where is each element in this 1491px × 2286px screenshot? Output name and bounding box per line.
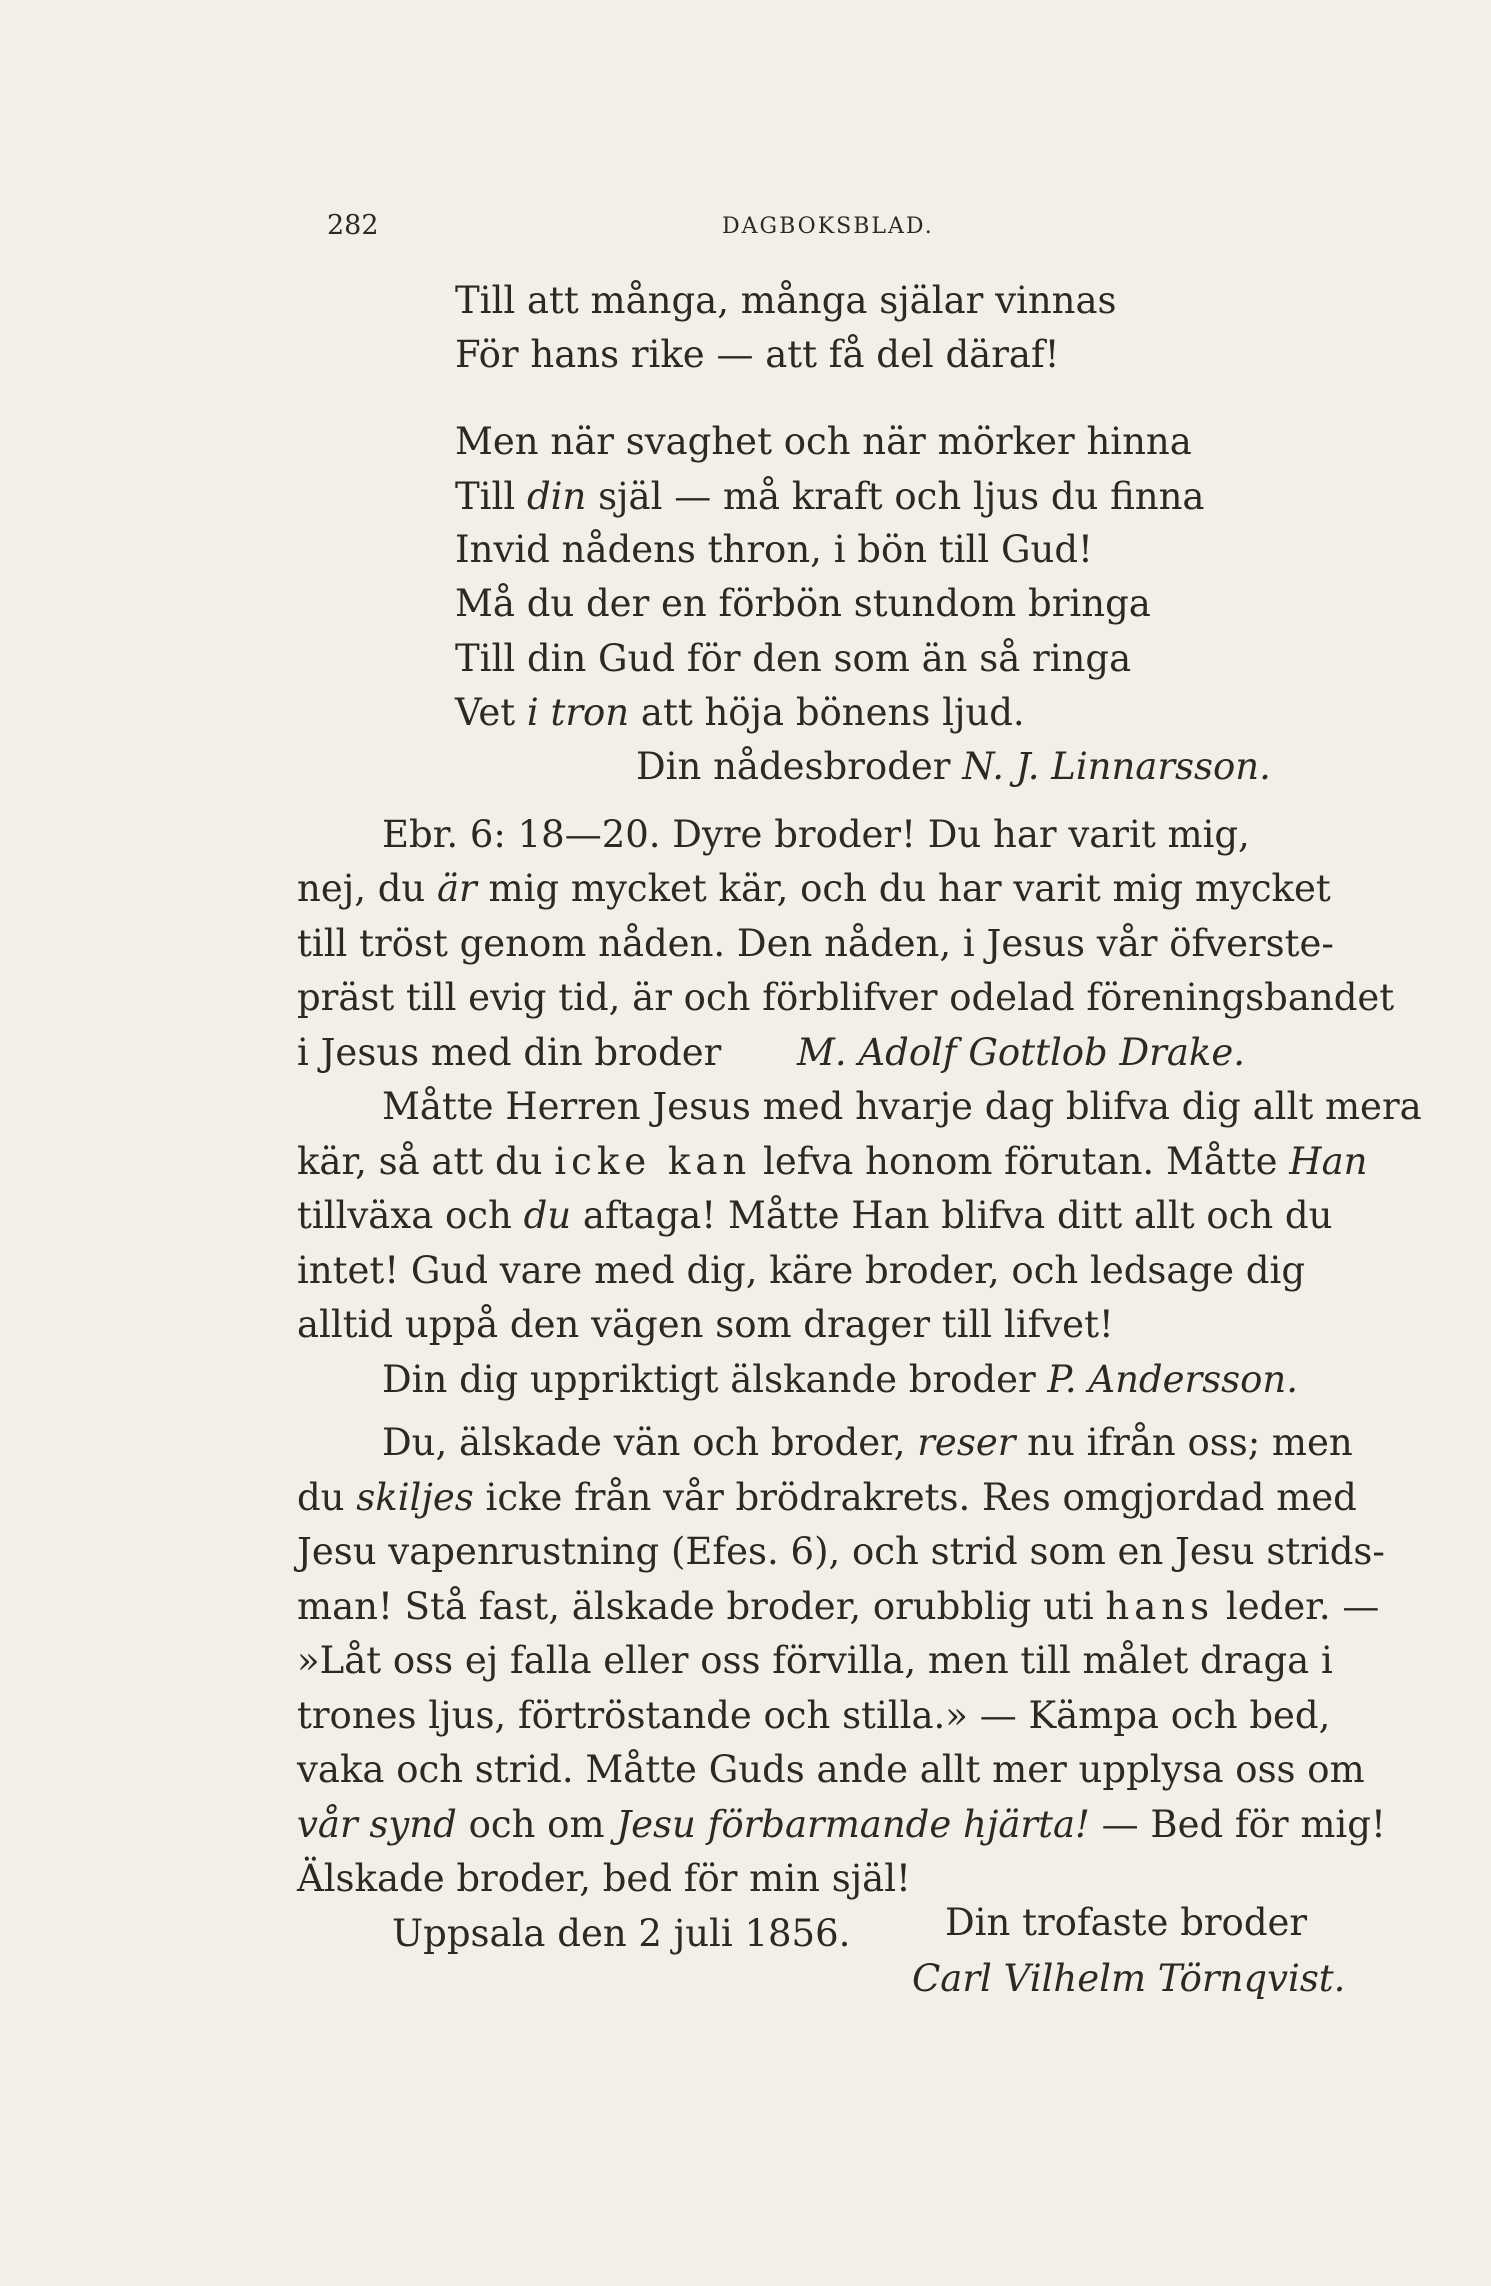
page-number: 282 [327, 210, 379, 241]
poem-line: Må du der en förbön stundom bringa [455, 582, 1151, 625]
text-line [297, 867, 1331, 910]
signature-tornqvist: Carl Vilhelm Törnqvist. [912, 1957, 1346, 2000]
signature-drake: M. Adolf Gottlob Drake. [797, 1031, 1245, 1074]
poem-line: Men när svaghet och när mörker hinna [455, 420, 1192, 463]
italic-run: Han [1289, 1140, 1368, 1183]
signature-andersson [382, 1358, 1299, 1401]
text-run: tillväxa och [297, 1194, 524, 1237]
text-run: Din nådesbroder [636, 745, 963, 788]
text-line [297, 1194, 1333, 1237]
text-line: trones ljus, förtröstande och stilla.» — Kämpa och bed, [297, 1694, 1331, 1737]
text-run: Till [455, 475, 527, 518]
text-run: nej, du [297, 867, 437, 910]
text-line: Måtte Herren Jesus med hvarje dag blifva dig allt mera [382, 1085, 1422, 1128]
text-run: du [297, 1476, 357, 1519]
text-run: Vet [455, 691, 527, 734]
poem-line [455, 691, 1025, 734]
text-run: och om [456, 1803, 617, 1846]
italic-run: skiljes [356, 1476, 474, 1519]
text-run: att höja bönens ljud. [629, 691, 1025, 734]
text-line: till tröst genom nåden. Den nåden, i Jesus vår öfverste- [297, 922, 1334, 965]
text-run: Din dig uppriktigt älskande broder [382, 1358, 1048, 1401]
italic-run: Jesu förbarmande hjärta! [616, 1803, 1090, 1846]
dateline: Uppsala den 2 juli 1856. [392, 1912, 851, 1955]
text-run: man! Stå fast, älskade broder, orubblig uti [297, 1585, 1106, 1628]
text-line: i Jesus med din broder [297, 1031, 722, 1074]
poem-line: Till din Gud för den som än så ringa [455, 637, 1132, 680]
text-run: nu ifrån oss; men [1015, 1421, 1353, 1464]
spaced-run: hans [1105, 1585, 1215, 1628]
running-head: DAGBOKSBLAD. [722, 214, 934, 239]
poem-line: För hans rike — att få del däraf! [455, 333, 1060, 376]
text-line [297, 1803, 1386, 1846]
text-run: kär, så att du [297, 1140, 555, 1183]
text-line [297, 1476, 1357, 1519]
text-line: Älskade broder, bed för min själ! [297, 1857, 911, 1900]
text-run: icke från vår brödrakrets. Res omgjordad med [473, 1476, 1357, 1519]
text-run: mig mycket kär, och du har varit mig mycket [476, 867, 1331, 910]
text-line: vaka och strid. Måtte Guds ande allt mer upplysa oss om [297, 1748, 1365, 1791]
text-line: Ebr. 6: 18—20. Dyre broder! Du har varit mig, [382, 813, 1250, 856]
italic-run: reser [917, 1421, 1016, 1464]
italic-run: är [437, 867, 477, 910]
italic-run: du [523, 1194, 572, 1237]
text-line: alltid uppå den vägen som drager till lifvet! [297, 1303, 1114, 1346]
italic-run: din [526, 475, 587, 518]
text-run: själ — må kraft och ljus du finna [586, 475, 1205, 518]
poem-line [455, 475, 1205, 518]
signature-name: P. Andersson. [1047, 1358, 1299, 1401]
poem-line: Invid nådens thron, i bön till Gud! [455, 528, 1093, 571]
text-run: aftaga! Måtte Han blifva ditt allt och du [571, 1194, 1333, 1237]
signature-linnarsson [636, 745, 1271, 788]
poem-line: Till att många, många själar vinnas [455, 279, 1117, 322]
text-run: lefva honom förutan. Måtte [751, 1140, 1290, 1183]
text-line [382, 1421, 1353, 1464]
text-run: — Bed för mig! [1089, 1803, 1386, 1846]
signature-name: N. J. Linnarsson. [962, 745, 1271, 788]
text-run: leder. — [1214, 1585, 1380, 1628]
spaced-run: icke kan [554, 1140, 752, 1183]
text-run: Du, älskade vän och broder, [382, 1421, 918, 1464]
text-line [297, 1140, 1368, 1183]
text-line: intet! Gud vare med dig, käre broder, och ledsage dig [297, 1249, 1306, 1292]
text-line [297, 1585, 1380, 1628]
text-line: Jesu vapenrustning (Efes. 6), och strid som en Jesu strids- [297, 1530, 1385, 1573]
text-line: präst till evig tid, är och förblifver odelad föreningsbandet [297, 976, 1395, 1019]
italic-run: i tron [526, 691, 630, 734]
text-line: »Låt oss ej falla eller oss förvilla, men till målet draga i [297, 1639, 1333, 1682]
italic-run: vår synd [297, 1803, 457, 1846]
closing: Din trofaste broder [945, 1901, 1308, 1944]
